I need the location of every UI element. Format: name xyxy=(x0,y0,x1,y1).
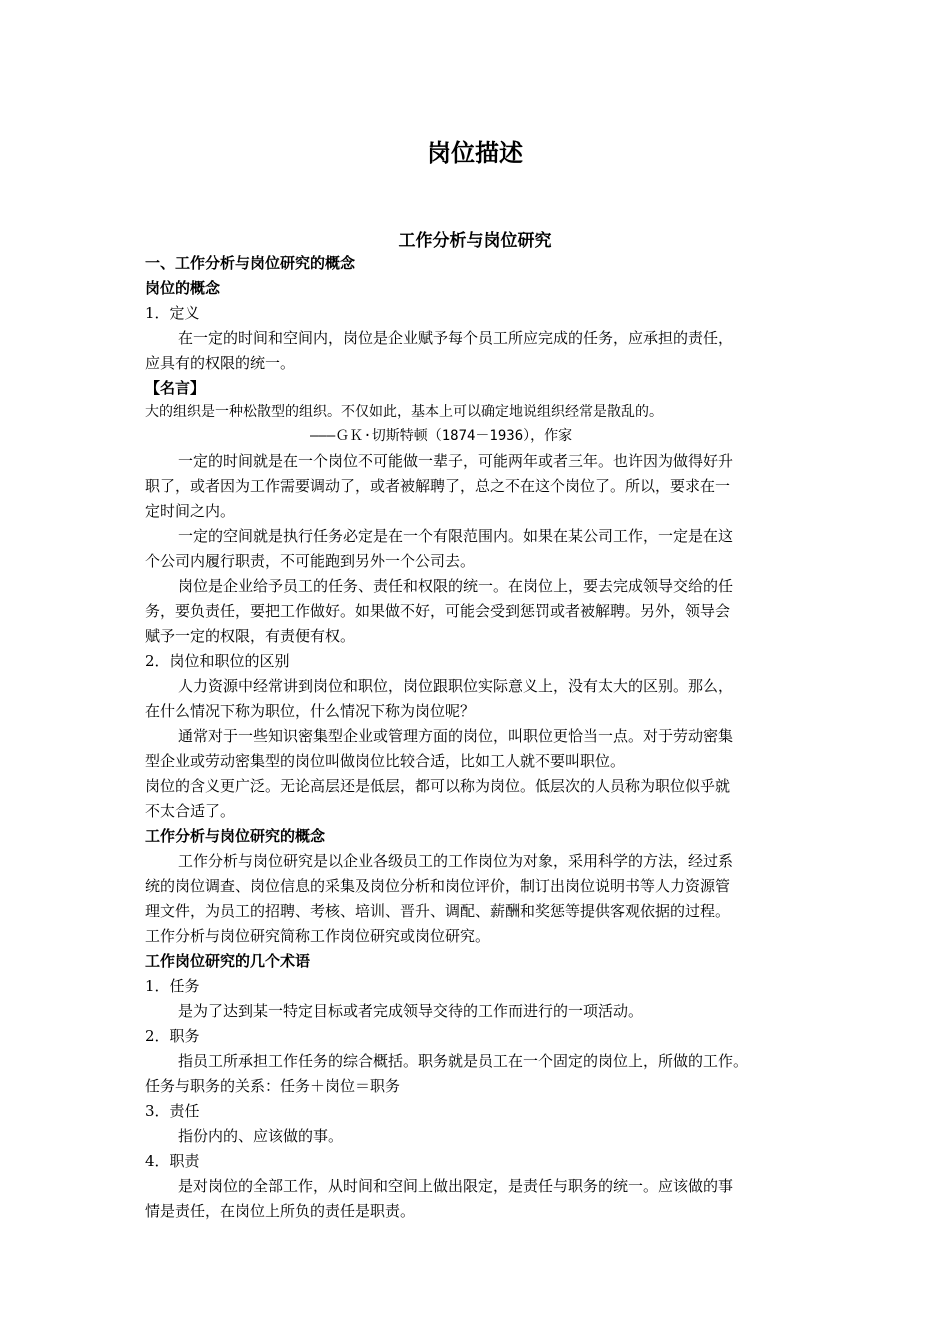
paragraph-line: 任务与职务的关系：任务＋岗位＝职务 xyxy=(145,1077,401,1095)
paragraph-line: 人力资源中经常讲到岗位和职位，岗位跟职位实际意义上，没有太大的区别。那么， xyxy=(178,677,734,695)
item-difference: 2．岗位和职位的区别 xyxy=(145,652,290,670)
term-duty: 2．职务 xyxy=(145,1027,200,1045)
heading-terms: 工作岗位研究的几个术语 xyxy=(145,952,311,970)
item-definition: 1．定义 xyxy=(145,304,200,322)
paragraph-line: 在什么情况下称为职位，什么情况下称为岗位呢？ xyxy=(145,702,476,720)
paragraph-line: 个公司内履行职责，不可能跑到另外一个公司去。 xyxy=(145,552,476,570)
term-responsibility: 3．责任 xyxy=(145,1102,200,1120)
paragraph-line: 在一定的时间和空间内，岗位是企业赋予每个员工所应完成的任务，应承担的责任， xyxy=(178,329,734,347)
paragraph-line: 一定的空间就是执行任务必定是在一个有限范围内。如果在某公司工作，一定是在这 xyxy=(178,527,734,545)
paragraph-line: 定时间之内。 xyxy=(145,502,236,520)
heading-concepts: 一、工作分析与岗位研究的概念 xyxy=(145,254,356,272)
paragraph-line: 理文件，为员工的招聘、考核、培训、晋升、调配、薪酬和奖惩等提供客观依据的过程。 xyxy=(145,902,731,920)
paragraph-line: 指员工所承担工作任务的综合概括。职务就是员工在一个固定的岗位上，所做的工作。 xyxy=(178,1052,749,1070)
heading-analysis-concept: 工作分析与岗位研究的概念 xyxy=(145,827,326,845)
paragraph-line: 岗位是企业给予员工的任务、责任和权限的统一。在岗位上，要去完成领导交给的任 xyxy=(178,577,734,595)
quote-label: 【名言】 xyxy=(145,379,206,397)
document-title: 岗位描述 xyxy=(427,139,523,167)
quote-attribution: ———ＧＫ·切斯特顿（1874－1936），作家 xyxy=(310,428,573,444)
paragraph-line: 工作分析与岗位研究简称工作岗位研究或岗位研究。 xyxy=(145,927,491,945)
paragraph-line: 型企业或劳动密集型的岗位叫做岗位比较合适，比如工人就不要叫职位。 xyxy=(145,752,626,770)
paragraph-line: 赋予一定的权限，有责便有权。 xyxy=(145,627,356,645)
paragraph-line: 是为了达到某一特定目标或者完成领导交待的工作而进行的一项活动。 xyxy=(178,1002,644,1020)
paragraph-line: 是对岗位的全部工作，从时间和空间上做出限定，是责任与职务的统一。应该做的事 xyxy=(178,1177,734,1195)
paragraph-line: 职了，或者因为工作需要调动了，或者被解聘了，总之不在这个岗位了。所以，要求在一 xyxy=(145,477,731,495)
paragraph-line: 通常对于一些知识密集型企业或管理方面的岗位，叫职位更恰当一点。对于劳动密集 xyxy=(178,727,734,745)
paragraph-line: 情是责任，在岗位上所负的责任是职责。 xyxy=(145,1202,416,1220)
quote-text: 大的组织是一种松散型的组织。不仅如此，基本上可以确定地说组织经常是散乱的。 xyxy=(145,404,663,420)
paragraph-line: 应具有的权限的统一。 xyxy=(145,354,296,372)
paragraph-line: 一定的时间就是在一个岗位不可能做一辈子，可能两年或者三年。也许因为做得好升 xyxy=(178,452,734,470)
paragraph-line: 不太合适了。 xyxy=(145,802,236,820)
term-job-duty: 4．职责 xyxy=(145,1152,200,1170)
heading-post-concept: 岗位的概念 xyxy=(145,279,221,297)
paragraph-line: 务，要负责任，要把工作做好。如果做不好，可能会受到惩罚或者被解聘。另外，领导会 xyxy=(145,602,731,620)
paragraph-line: 统的岗位调查、岗位信息的采集及岗位分析和岗位评价，制订出岗位说明书等人力资源管 xyxy=(145,877,731,895)
paragraph-line: 岗位的含义更广泛。无论高层还是低层，都可以称为岗位。低层次的人员称为职位似乎就 xyxy=(145,777,731,795)
paragraph-line: 工作分析与岗位研究是以企业各级员工的工作岗位为对象，采用科学的方法，经过系 xyxy=(178,852,734,870)
term-task: 1．任务 xyxy=(145,977,200,995)
paragraph-line: 指份内的、应该做的事。 xyxy=(178,1127,344,1145)
section-subtitle: 工作分析与岗位研究 xyxy=(398,231,552,251)
